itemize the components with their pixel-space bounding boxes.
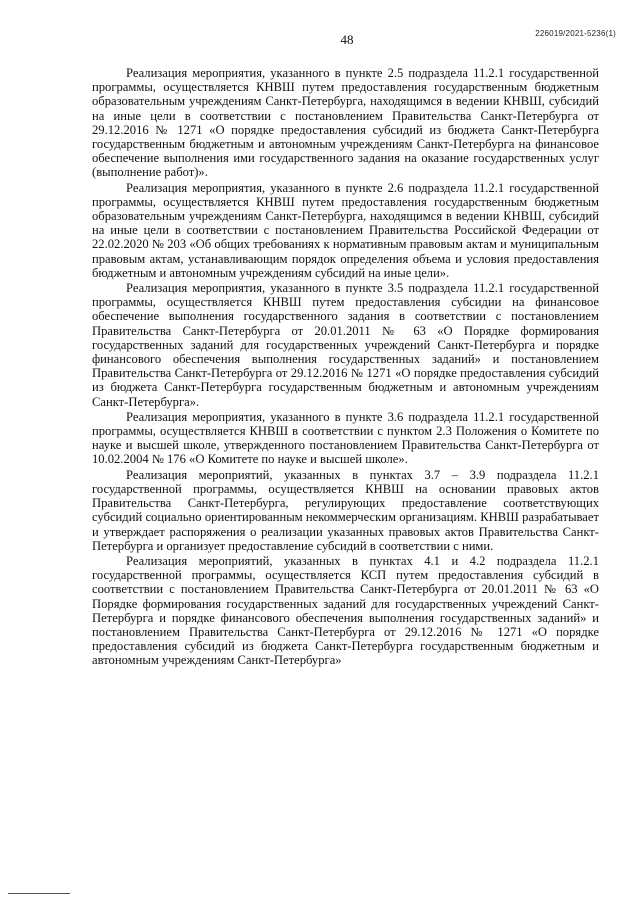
paragraph-item-2-5: Реализация мероприятия, указанного в пункте 2.5 подраздела 11.2.1 государственной программы, осуществляется КНВШ путем предоставления государственным бюджетным образовательным учреждениям Санкт-Петербурга, находящимся в ведении КНВШ, субсидий на иные цели в соответствии с постановлением Правительства Санкт-Петербурга от 29.12.2016 № 1271 «О порядке предоставления субсидий из бюджета Санкт-Петербурга государственным бюджетным и автономным учреждениям Санкт-Петербурга на финансовое обеспечение выполнения ими государственного задания на оказание государственных услуг (выполнение работ)». xyxy=(92,66,599,180)
paragraph-item-3-6: Реализация мероприятия, указанного в пункте 3.6 подраздела 11.2.1 государственной программы, осуществляется КНВШ в соответствии с пунктом 2.3 Положения о Комитете по науке и высшей школе, утвержденного постановлением Правительства Санкт-Петербурга от 10.02.2004 № 176 «О Комитете по науке и высшей школе». xyxy=(92,409,599,467)
document-registration-number: 226019/2021-5236(1) xyxy=(535,29,616,38)
paragraph-items-4-1-4-2: Реализация мероприятий, указанных в пунктах 4.1 и 4.2 подраздела 11.2.1 государственной программы, осуществляется КСП путем предоставления субсидий в соответствии с постановлением Правительства Санкт-Петербурга от 20.01.2011 № 63 «О Порядке формирования государственных заданий для государственных учреждений Санкт-Петербурга и порядке финансового обеспечения выполнения государственных заданий» и постановлением Правительства Санкт-Петербурга от 29.12.2016 № 1271 «О порядке предоставления субсидий из бюджета Санкт-Петербурга государственным бюджетным и автономным учреждениям Санкт-Петербурга» xyxy=(92,553,599,668)
scan-artifact-line xyxy=(8,893,70,894)
paragraph-items-3-7-3-9: Реализация мероприятий, указанных в пунктах 3.7 – 3.9 подраздела 11.2.1 государственной программы, осуществляется КНВШ на основании правовых актов Правительства Санкт-Петербурга, регулирующих предоставление соответствующих субсидий социально ориентированным некоммерческим организациям. КНВШ разрабатывает и утверждает распоряжения о реализации указанных правовых актов Правительства Санкт-Петербурга и организует предоставление субсидий в соответствии с ними. xyxy=(92,467,599,553)
document-body xyxy=(92,66,599,669)
page-number: 48 xyxy=(340,32,354,47)
paragraph-item-3-5: Реализация мероприятия, указанного в пункте 3.5 подраздела 11.2.1 государственной программы, осуществляется КНВШ путем предоставления субсидии на финансовое обеспечение выполнения государственного задания в соответствии с постановлением Правительства Санкт-Петербурга от 20.01.2011 № 63 «О Порядке формирования государственных заданий для государственных учреждений Санкт-Петербурга и порядке финансового обеспечения выполнения государственных заданий» и постановлением Правительства Санкт-Петербурга от 29.12.2016 № 1271 «О порядке предоставления субсидий из бюджета Санкт-Петербурга государственным бюджетным и автономным учреждениям Санкт-Петербурга». xyxy=(92,281,599,409)
paragraph-item-2-6: Реализация мероприятия, указанного в пункте 2.6 подраздела 11.2.1 государственной программы, осуществляется КНВШ путем предоставления государственным бюджетным образовательным учреждениям Санкт-Петербурга, находящимся в ведении КНВШ, субсидий на иные цели в соответствии с постановлением Правительства Российской Федерации от 22.02.2020 № 203 «Об общих требованиях к нормативным правовым актам и муниципальным правовым актам, устанавливающим порядок определения объема и условия предоставления бюджетным и автономным учреждениям субсидий на иные цели». xyxy=(92,180,599,280)
